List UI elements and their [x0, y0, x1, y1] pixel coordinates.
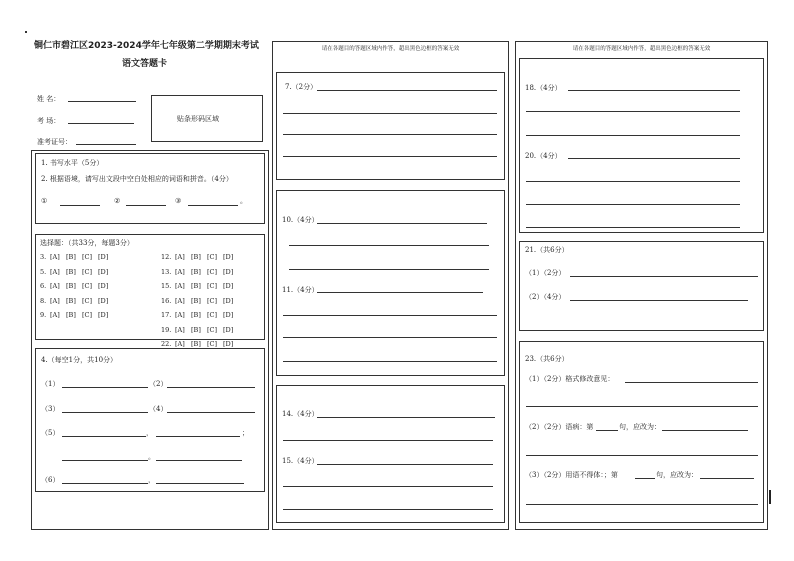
q23-1-field[interactable] — [625, 382, 758, 383]
room-label: 考 场： — [37, 117, 61, 125]
room-field[interactable] — [68, 123, 134, 124]
q21-1-label: （1）（2分） — [525, 269, 566, 277]
q4-2-label: （2） — [149, 380, 168, 388]
choice-title: 选择题：（共33分，每题3分） — [40, 239, 134, 247]
choice-option-bubble[interactable]: [D] — [98, 296, 109, 305]
q14-line-1[interactable] — [317, 417, 495, 418]
ticket-label: 准考证号： — [37, 138, 72, 146]
blank-3-field[interactable] — [188, 205, 238, 206]
q15-line-1[interactable] — [317, 464, 493, 465]
q7-label: 7.（2分） — [285, 83, 318, 91]
choice-option-bubble[interactable]: [A] — [50, 253, 60, 261]
q14-label: 14.（4分） — [282, 410, 319, 418]
ticket-field[interactable] — [76, 144, 136, 145]
choice-option-bubble[interactable]: [B] — [191, 311, 201, 319]
q4-5a-field[interactable] — [62, 436, 146, 437]
choice-option-bubble[interactable]: [D] — [223, 340, 234, 348]
choice-option-bubble[interactable]: [D] — [223, 253, 234, 261]
choice-question-number: 17. — [161, 311, 172, 319]
choice-question-number: 19. — [161, 325, 172, 334]
choice-option-bubble[interactable]: [D] — [98, 311, 109, 319]
q23-2-fix-field[interactable] — [662, 430, 748, 431]
q4-3-field[interactable] — [62, 412, 148, 413]
choice-question-number: 13. — [161, 267, 172, 276]
section-q1-q2 — [35, 153, 265, 224]
q2-label: 2. 根据语境，请写出文段中空白处相应的词语和拼音。（4分） — [41, 175, 233, 183]
q4-title: 4.（每空1分，共10分） — [41, 356, 118, 364]
q23-1-label: （1）（2分）格式修改意见： — [525, 375, 615, 383]
q1-label: 1. 书写水平（5分） — [41, 159, 104, 167]
q4-5-semicolon: ； — [242, 429, 249, 437]
q15-label: 15.（4分） — [282, 457, 319, 465]
q21-2-label: （2）（4分） — [525, 293, 566, 301]
choice-option-bubble[interactable]: [B] — [191, 325, 201, 334]
q4-2-field[interactable] — [167, 387, 255, 388]
q11-line-4[interactable] — [283, 361, 497, 362]
choice-option-bubble[interactable]: [C] — [207, 340, 218, 348]
q7-line-1[interactable] — [317, 90, 497, 91]
blank-period: 。 — [240, 197, 247, 205]
choice-question-number: 5. — [40, 267, 47, 276]
q4-5c-period: 。 — [148, 453, 155, 461]
choice-option-bubble[interactable]: [C] — [207, 311, 218, 319]
choice-option-bubble[interactable]: [D] — [98, 282, 109, 290]
name-field[interactable] — [68, 101, 136, 102]
q23-3-line-2[interactable] — [526, 504, 758, 505]
choice-question-number: 9. — [40, 311, 47, 319]
choice-option-bubble[interactable]: [C] — [207, 296, 218, 305]
q18-line-2[interactable] — [526, 111, 740, 112]
q15-line-2[interactable] — [283, 486, 493, 487]
edge-mark — [769, 490, 771, 504]
q4-3-label: （3） — [41, 405, 60, 413]
choice-option-bubble[interactable]: [C] — [207, 253, 218, 261]
choice-option-bubble[interactable]: [C] — [207, 282, 218, 290]
q7-line-4[interactable] — [283, 156, 497, 157]
choice-option-bubble[interactable]: [A] — [175, 296, 185, 305]
q14-line-2[interactable] — [283, 440, 493, 441]
choice-option-bubble[interactable]: [D] — [223, 282, 234, 290]
q21-label: 21.（共6分） — [525, 246, 569, 254]
choice-option-bubble[interactable]: [B] — [191, 282, 201, 290]
choice-option-bubble[interactable]: [C] — [82, 282, 93, 290]
section-q21 — [519, 241, 764, 331]
q15-line-3[interactable] — [283, 509, 493, 510]
q7-line-2[interactable] — [283, 113, 497, 114]
q10-line-1[interactable] — [317, 223, 487, 224]
blank-2-marker: ② — [114, 197, 121, 205]
choice-option-bubble[interactable]: [B] — [66, 296, 76, 305]
q21-1-field[interactable] — [570, 276, 758, 277]
q4-1-field[interactable] — [62, 387, 148, 388]
choice-question-number: 22. — [161, 340, 172, 348]
column-3-notice: 请在各题目的答题区域内作答，超出黑色边框的答案无效 — [572, 46, 711, 52]
choice-option-bubble[interactable]: [D] — [223, 296, 234, 305]
choice-option-bubble[interactable]: [D] — [98, 253, 109, 261]
name-label: 姓 名： — [37, 95, 61, 103]
q23-3b-label: 句，应改为： — [656, 471, 698, 479]
choice-option-bubble[interactable]: [A] — [50, 296, 60, 305]
q23-1-line-2[interactable] — [526, 406, 758, 407]
choice-option-bubble[interactable]: [B] — [66, 282, 76, 290]
choice-option-bubble[interactable]: [D] — [223, 267, 234, 276]
q20-label: 20.（4分） — [525, 152, 562, 160]
q21-2-field[interactable] — [570, 300, 748, 301]
corner-mark — [25, 31, 27, 33]
column-2-notice: 请在各题目的答题区域内作答，超出黑色边框的答案无效 — [321, 46, 460, 52]
q7-line-3[interactable] — [283, 134, 497, 135]
choice-question-number: 8. — [40, 296, 47, 305]
q4-4-field[interactable] — [167, 412, 255, 413]
section-q4 — [35, 348, 265, 492]
q23-2a-label: （2）（2分）语病：第 — [525, 423, 594, 431]
q23-3-fix-field[interactable] — [700, 478, 754, 479]
section-q10-q11 — [276, 190, 505, 376]
choice-question-number: 12. — [161, 253, 172, 261]
choice-option-bubble[interactable]: [C] — [82, 253, 93, 261]
q23-2-sentence-field[interactable] — [596, 430, 618, 431]
q23-3a-label: （3）（2分）用语不得体：；第 — [525, 471, 618, 479]
choice-question-number: 16. — [161, 296, 172, 305]
choice-option-bubble[interactable]: [A] — [50, 311, 60, 319]
blank-2-field[interactable] — [126, 205, 166, 206]
choice-option-bubble[interactable]: [B] — [191, 267, 201, 276]
choice-option-bubble[interactable]: [D] — [223, 311, 234, 319]
q23-label: 23.（共6分） — [525, 355, 569, 363]
choice-option-bubble[interactable]: [B] — [191, 296, 201, 305]
q10-line-2[interactable] — [289, 245, 489, 246]
choice-option-bubble[interactable]: [B] — [191, 253, 201, 261]
q4-5-label: （5） — [41, 429, 60, 437]
choice-option-bubble[interactable]: [D] — [98, 267, 109, 276]
choice-question-number: 15. — [161, 282, 172, 290]
choice-option-bubble[interactable]: [A] — [175, 253, 185, 261]
choice-option-bubble[interactable]: [B] — [191, 340, 201, 348]
q20-line-1[interactable] — [568, 158, 740, 159]
section-choice — [35, 234, 265, 348]
section-q7 — [276, 72, 505, 180]
choice-option-bubble[interactable]: [A] — [175, 282, 185, 290]
blank-3-marker: ③ — [175, 197, 182, 205]
q11-line-3[interactable] — [283, 337, 497, 338]
page-title: 铜仁市碧江区2023-2024学年七年级第二学期期末考试 — [34, 41, 259, 51]
choice-option-bubble[interactable]: [D] — [223, 325, 234, 334]
choice-option-bubble[interactable]: [A] — [175, 311, 185, 319]
choice-option-bubble[interactable]: [C] — [207, 325, 218, 334]
q4-6-comma: ， — [148, 476, 155, 484]
section-q18-q20 — [519, 58, 764, 233]
q11-line-1[interactable] — [317, 292, 483, 293]
q10-label: 10.（4分） — [282, 216, 319, 224]
q23-2-line-2[interactable] — [526, 455, 758, 456]
q20-line-4[interactable] — [526, 227, 740, 228]
q4-6a-field[interactable] — [62, 483, 148, 484]
q4-6-label: （6） — [41, 476, 60, 484]
q4-6b-field[interactable] — [156, 483, 244, 484]
q4-4-label: （4） — [149, 405, 168, 413]
choice-option-bubble[interactable]: [B] — [66, 253, 76, 261]
q23-2b-label: 句，应改为： — [619, 423, 661, 431]
choice-option-bubble[interactable]: [C] — [82, 311, 93, 319]
q4-5-comma: ， — [146, 429, 153, 437]
section-q14-q15 — [276, 385, 505, 523]
choice-option-bubble[interactable]: [A] — [175, 325, 185, 334]
choice-option-bubble[interactable]: [C] — [82, 296, 93, 305]
choice-question-number: 6. — [40, 282, 47, 290]
choice-option-bubble[interactable]: [A] — [175, 340, 185, 348]
q4-5c-field[interactable] — [62, 460, 148, 461]
choice-option-bubble[interactable]: [A] — [50, 282, 60, 290]
q10-line-3[interactable] — [289, 269, 489, 270]
choice-option-bubble[interactable]: [C] — [207, 267, 218, 276]
q4-1-label: （1） — [41, 380, 60, 388]
page-subtitle: 语文答题卡 — [122, 59, 168, 69]
q18-line-3[interactable] — [526, 135, 740, 136]
choice-option-bubble[interactable]: [A] — [175, 267, 185, 276]
blank-1-field[interactable] — [60, 205, 100, 206]
q23-3-sentence-field[interactable] — [635, 478, 655, 479]
choice-option-bubble[interactable]: [B] — [66, 311, 76, 319]
choice-option-bubble[interactable]: [C] — [82, 267, 93, 276]
choice-option-bubble[interactable]: [B] — [66, 267, 76, 276]
q11-line-2[interactable] — [283, 315, 497, 316]
q18-label: 18.（4分） — [525, 84, 562, 92]
q20-line-3[interactable] — [526, 204, 740, 205]
blank-1-marker: ① — [41, 197, 48, 205]
section-q23 — [519, 341, 764, 523]
q4-5b-field[interactable] — [156, 436, 240, 437]
q11-label: 11.（4分） — [282, 286, 319, 294]
barcode-label: 贴条形码区域 — [177, 115, 219, 123]
q4-5d-field[interactable] — [156, 460, 242, 461]
choice-question-number: 3. — [40, 253, 47, 261]
barcode-area — [151, 95, 263, 142]
q18-line-1[interactable] — [568, 90, 740, 91]
choice-option-bubble[interactable]: [A] — [50, 267, 60, 276]
q20-line-2[interactable] — [526, 181, 740, 182]
